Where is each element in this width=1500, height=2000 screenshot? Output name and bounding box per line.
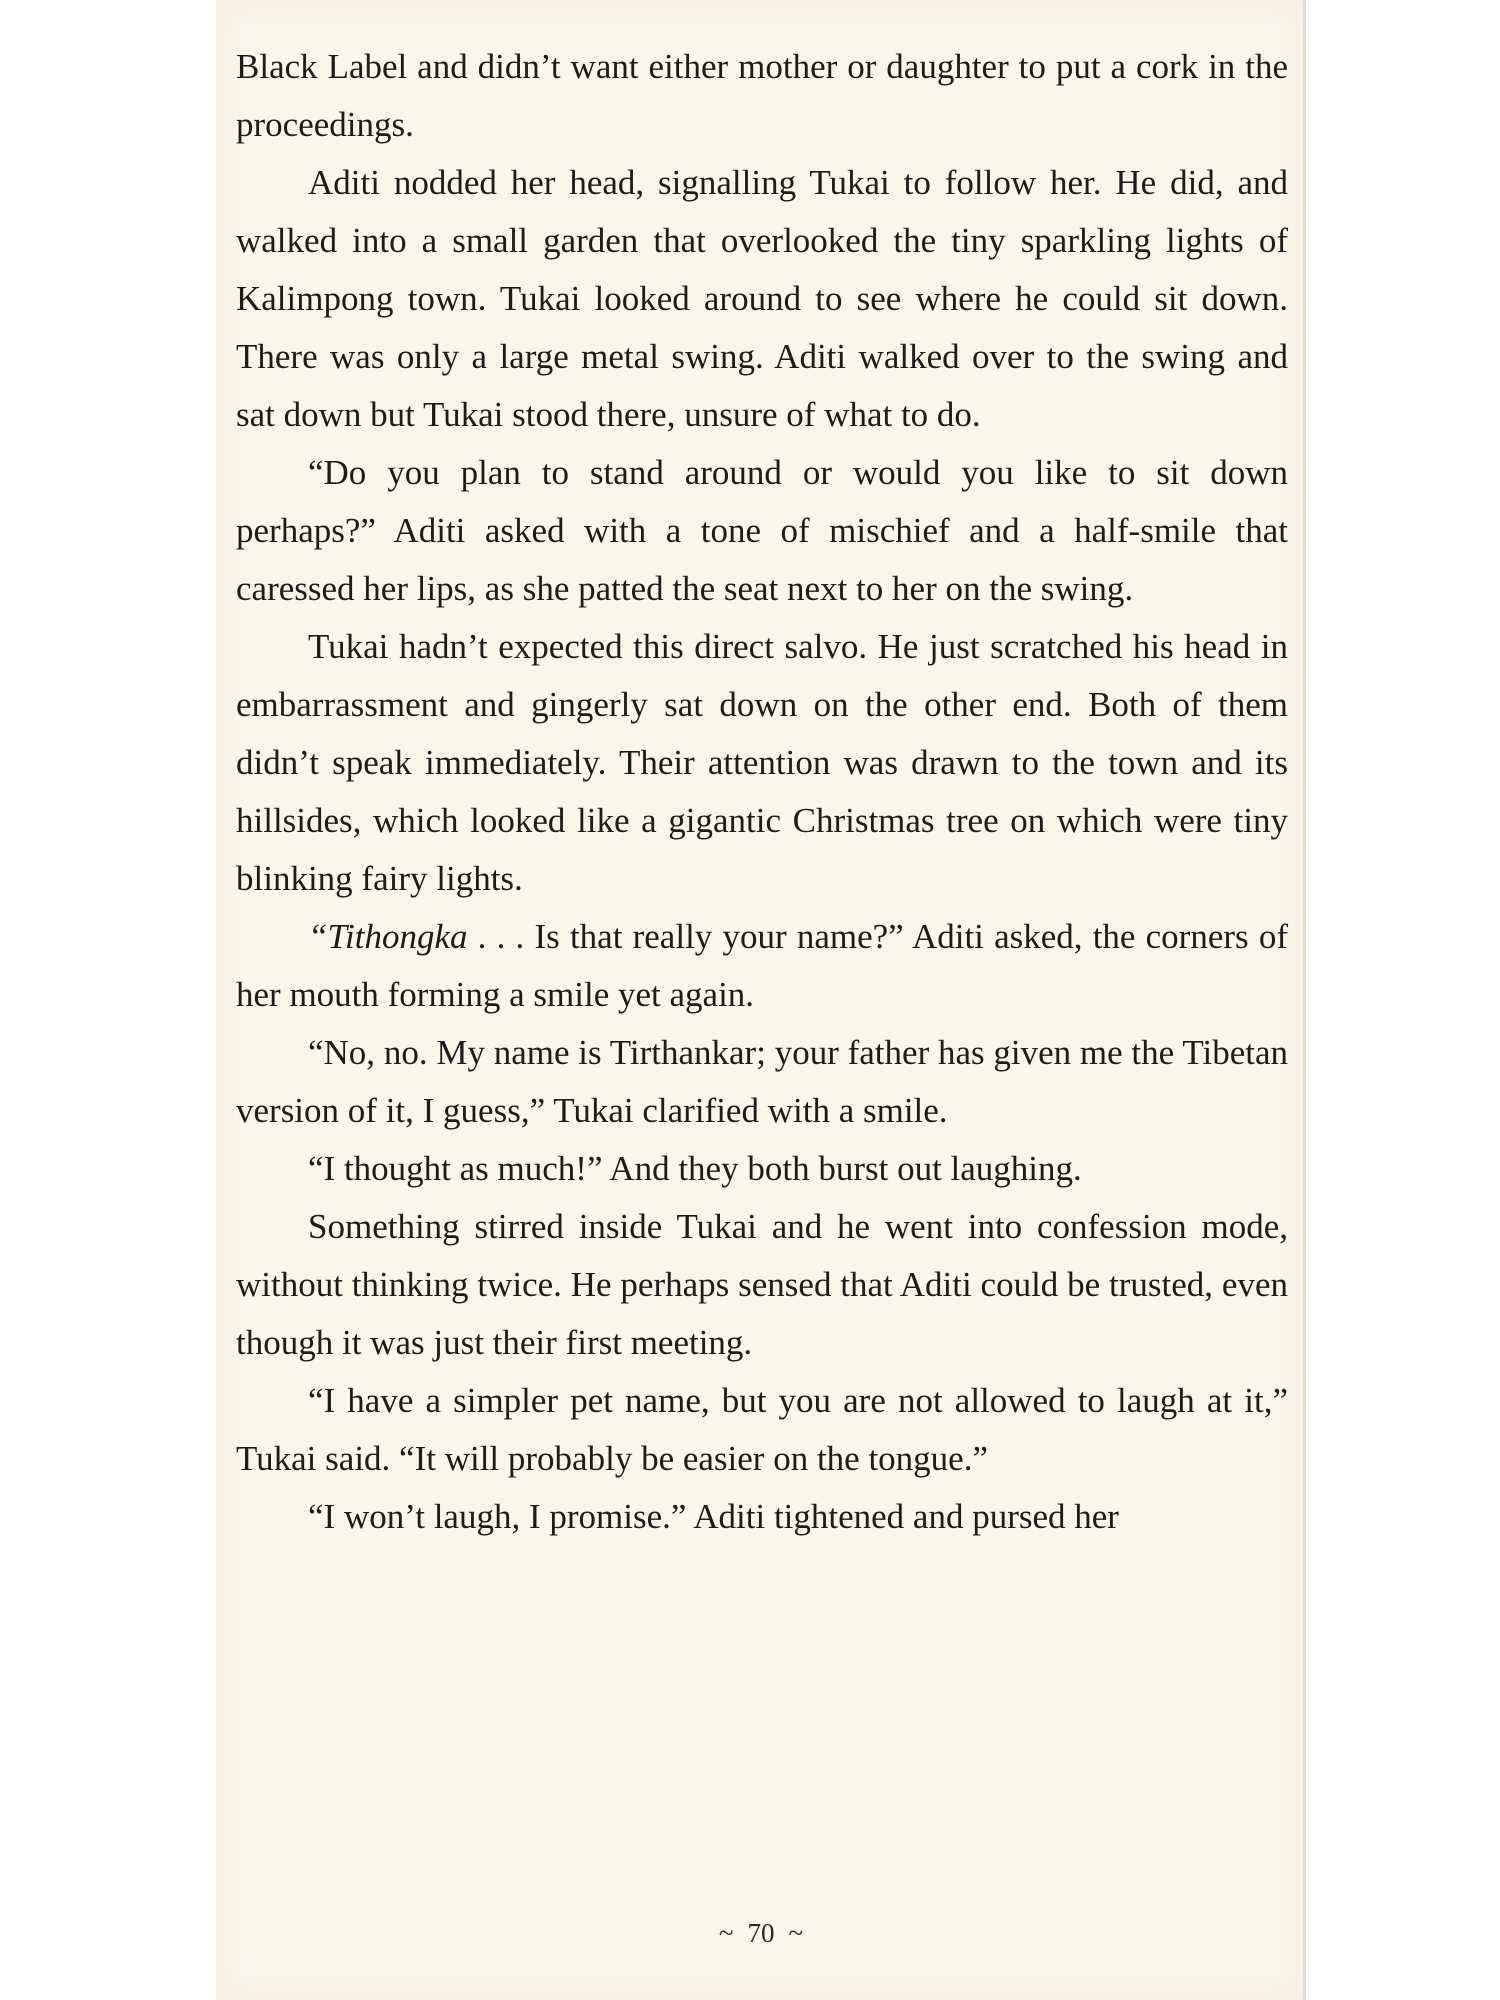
page-edge <box>1303 0 1306 2000</box>
italic-name: “Tithongka <box>308 917 468 956</box>
paragraph-3: “Do you plan to stand around or would you like to sit down perhaps?” Aditi asked with a tone of mischief and a half-smile that caressed her lips, as she patted the seat next to her on the swing. <box>236 453 1288 608</box>
folio-left-mark: ~ <box>718 1918 734 1948</box>
folio-right-mark: ~ <box>788 1918 804 1948</box>
book-page <box>216 0 1306 2000</box>
paragraph-7: “I thought as much!” And they both burst out laughing. <box>308 1149 1082 1188</box>
paragraph-5-text: . . . Is that really your name?” Aditi asked, the corners of her mouth forming a smile yet again. <box>236 917 1288 1014</box>
body-text <box>236 38 1288 1546</box>
paragraph-6: “No, no. My name is Tirthankar; your father has given me the Tibetan version of it, I guess,” Tukai clarified with a smile. <box>236 1033 1288 1130</box>
page-number <box>216 1918 1306 1949</box>
folio-number: 70 <box>747 1918 775 1948</box>
paragraph-8: Something stirred inside Tukai and he went into confession mode, without thinking twice. He perhaps sensed that Aditi could be trusted, even though it was just their first meeting. <box>236 1207 1288 1362</box>
paragraph-4: Tukai hadn’t expected this direct salvo. He just scratched his head in embarrassment and gingerly sat down on the other end. Both of them didn’t speak immediately. Their attention was drawn to the town and its hillsides, which looked like a gigantic Christmas tree on which were tiny blinking fairy lights. <box>236 627 1288 898</box>
paragraph-2: Aditi nodded her head, signalling Tukai to follow her. He did, and walked into a small garden that overlooked the tiny sparkling lights of Kalimpong town. Tukai looked around to see where he could sit down. There was only a large metal swing. Aditi walked over to the swing and sat down but Tukai stood there, unsure of what to do. <box>236 163 1288 434</box>
paragraph-9: “I have a simpler pet name, but you are not allowed to laugh at it,” Tukai said. “It will probably be easier on the tongue.” <box>236 1381 1288 1478</box>
paragraph-1: Black Label and didn’t want either mother or daughter to put a cork in the proceedings. <box>236 47 1288 144</box>
paragraph-5 <box>236 908 1288 1024</box>
paragraph-10: “I won’t laugh, I promise.” Aditi tightened and pursed her <box>308 1497 1119 1536</box>
